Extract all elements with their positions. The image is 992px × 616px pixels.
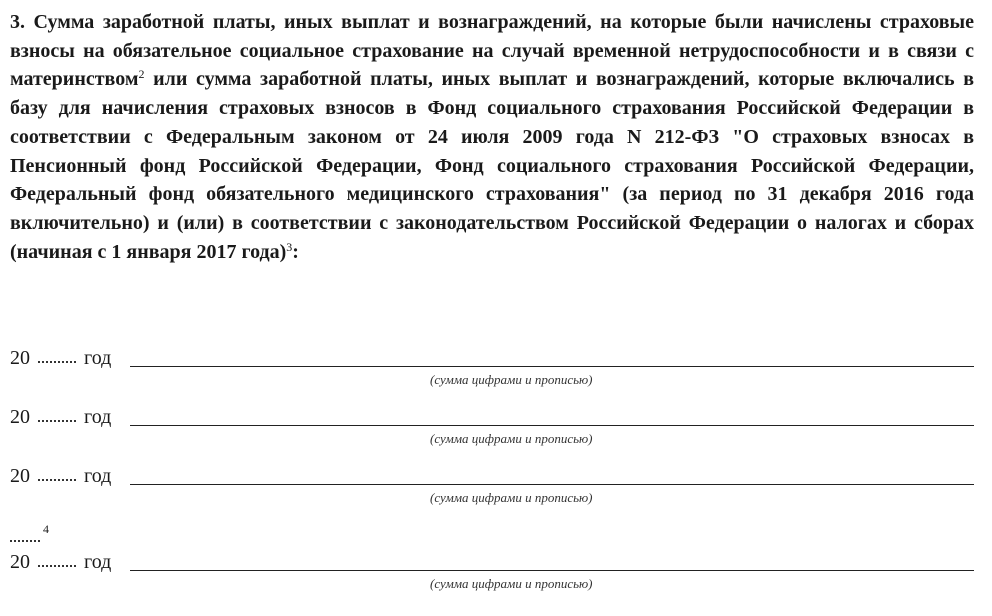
year-word: год (84, 347, 112, 369)
year-blank-dots[interactable] (38, 479, 76, 481)
year-blank-dots[interactable] (38, 565, 76, 567)
amount-caption: (сумма цифрами и прописью) (430, 372, 593, 387)
amount-blank-line[interactable] (130, 570, 974, 571)
extra-footnote-blank (10, 518, 70, 548)
paragraph-text-part-a: Сумма заработной платы, иных выплат и вознаграждений, на которые были начислены страховые взносы на обязательное социальное страхование на случай временной нетрудоспособности и в связи с материнством (10, 11, 975, 91)
amount-blank-line[interactable] (130, 484, 974, 485)
footnote-marker-2: 2 (138, 67, 145, 82)
section-number: 3. (10, 11, 25, 33)
year-blank-dots[interactable] (38, 361, 76, 363)
amount-caption: (сумма цифрами и прописью) (430, 431, 593, 446)
year-word: год (84, 406, 112, 428)
year-amount-row-2 (10, 405, 974, 453)
footnote-marker-3: 3 (286, 239, 293, 254)
paragraph-text-part-b: или сумма заработной платы, иных выплат и вознаграждений, которые включались в базу для начисления страховых взносов в Фонд социального страхования Российской Федерации в соответствии с Федеральным законом от 24 июля 2009 года N 212-ФЗ "О страховых взносах в Пенсионный фонд Российской Федерации, Фонд социального страхования Российской Федерации, Федеральный фонд обязательного медицинского страхования" (за период по 31 декабря 2016 года включительно) и (или) в соответствии с законодательством Российской Федерации о налогах и сборах (начиная с 1 января 2017 года) (10, 68, 974, 263)
year-amount-row-3 (10, 464, 974, 512)
year-prefix: 20 (10, 406, 30, 428)
year-prefix: 20 (10, 465, 30, 487)
year-blank-dots[interactable] (38, 420, 76, 422)
amount-caption: (сумма цифрами и прописью) (430, 576, 593, 591)
year-word: год (84, 551, 112, 573)
extra-blank-dots[interactable] (10, 540, 40, 542)
year-prefix: 20 (10, 551, 30, 573)
year-amount-row-1 (10, 346, 974, 394)
section-paragraph (10, 8, 974, 266)
amount-blank-line[interactable] (130, 366, 974, 367)
amount-blank-line[interactable] (130, 425, 974, 426)
paragraph-colon: : (292, 240, 299, 263)
year-amount-row-4 (10, 550, 974, 598)
amount-caption: (сумма цифрами и прописью) (430, 490, 593, 505)
footnote-marker-4: 4 (43, 522, 49, 536)
year-prefix: 20 (10, 347, 30, 369)
year-word: год (84, 465, 112, 487)
